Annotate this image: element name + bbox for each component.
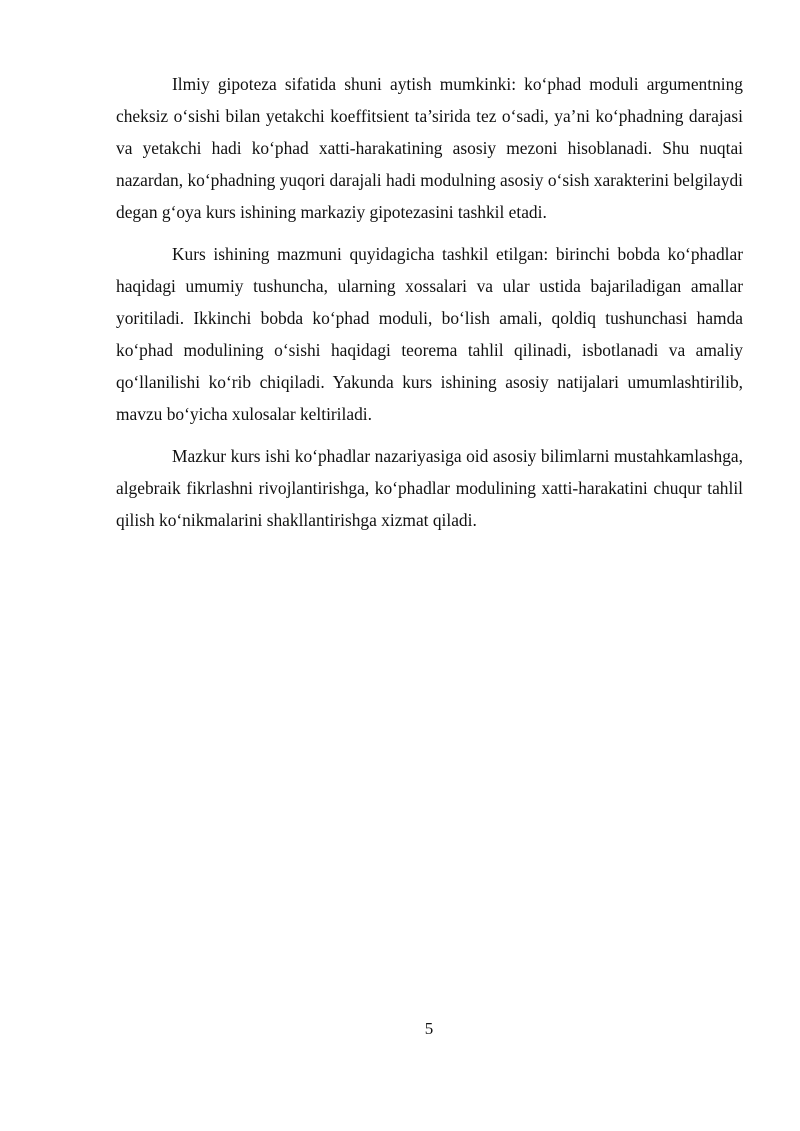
paragraph-purpose: Mazkur kurs ishi ko‘phadlar nazariyasiga oid asosiy bilimlarni mustahkamlashga, algebraik fikrlashni rivojlantirishga, ko‘phadlar modulining xatti-harakatini chuqur tahlil qilish ko‘nikmalarini shakllantirishga xizmat qiladi.: [116, 446, 743, 530]
document-body: [116, 68, 743, 546]
paragraph-hypothesis: Ilmiy gipoteza sifatida shuni aytish mumkinki: ko‘phad moduli argumentning cheksiz o‘sishi bilan yetakchi koeffitsient ta’sirida tez o‘sadi, ya’ni ko‘phadning darajasi va yetakchi hadi ko‘phad xatti-harakatining asosiy mezoni hisoblanadi. Shu nuqtai nazardan, ko‘phadning yuqori darajali hadi modulning asosiy o‘sish xarakterini belgilaydi degan g‘oya kurs ishining markaziy gipotezasini tashkil etadi.: [116, 74, 743, 222]
paragraph-structure: Kurs ishining mazmuni quyidagicha tashkil etilgan: birinchi bobda ko‘phadlar haqidagi umumiy tushuncha, ularning xossalari va ular ustida bajariladigan amallar yoritiladi. Ikkinchi bobda ko‘phad moduli, bo‘lish amali, qoldiq tushunchasi hamda ko‘phad modulining o‘sishi haqidagi teorema tahlil qilinadi, isbotlanadi va amaliy qo‘llanilishi ko‘rib chiqiladi. Yakunda kurs ishining asosiy natijalari umumlashtirilib, mavzu bo‘yicha xulosalar keltiriladi.: [116, 244, 743, 424]
page-number: 5: [424, 1019, 434, 1038]
